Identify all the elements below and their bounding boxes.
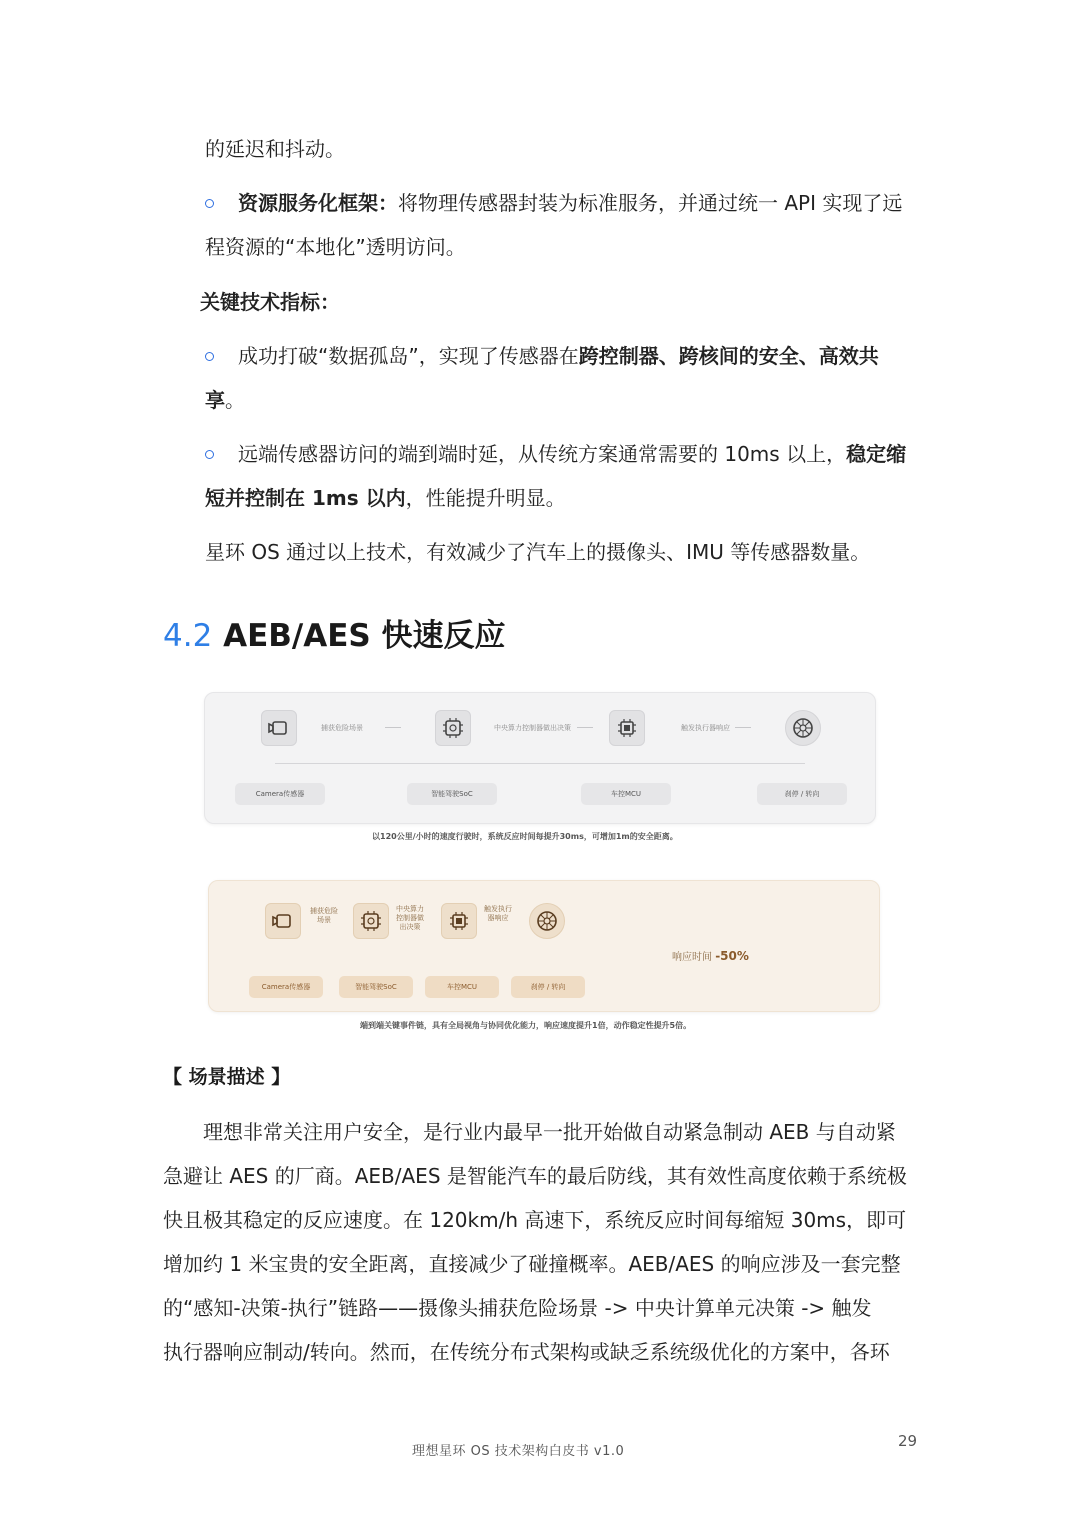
bullet-resource-service: [238, 181, 902, 225]
bullet-latency-line2: [205, 476, 566, 520]
page-number: 29: [898, 1432, 918, 1450]
section-title: AEB/AES 快速反应: [212, 618, 506, 654]
camera-icon: [261, 710, 297, 746]
bullet-bold: 跨控制器、跨核间的安全、高效共: [578, 344, 879, 368]
footer-title: 理想星环 OS 技术架构白皮书 v1.0: [412, 1444, 625, 1459]
response-time: [672, 948, 749, 963]
mcu-chip-icon: [441, 903, 477, 939]
scene-line: 增加约 1 米宝贵的安全距离，直接减少了碰撞概率。AEB/AES 的响应涉及一套完整: [163, 1252, 901, 1276]
metrics-heading: 关键技术指标：: [200, 290, 340, 314]
response-label: 响应时间: [672, 952, 712, 963]
flow-label: 中央算力控制器做出决策: [396, 905, 424, 931]
soc-chip-icon: [435, 710, 471, 746]
flow-label: 触发执行器响应: [484, 905, 512, 922]
pill-soc: 智能驾驶SoC: [339, 976, 413, 998]
bullet-bold: 资源服务化框架：: [238, 191, 398, 215]
bullet-bold: 享: [205, 388, 225, 412]
mcu-chip-icon: [609, 710, 645, 746]
summary-line: 星环 OS 通过以上技术，有效减少了汽车上的摄像头、IMU 等传感器数量。: [205, 540, 871, 564]
flow-label: 捕获危险场景: [321, 724, 363, 732]
wheel-icon: [785, 710, 821, 746]
bullet-bold: 稳定缩: [846, 442, 907, 466]
scene-line: 的“感知-决策-执行”链路——摄像头捕获危险场景 -> 中央计算单元决策 -> 触发: [163, 1296, 872, 1320]
bus-line: [275, 763, 805, 764]
bullet-latency: [238, 432, 906, 476]
camera-icon: [265, 903, 301, 939]
scene-label: 【 场景描述 】: [163, 1066, 291, 1088]
bullet-icon: [205, 199, 214, 208]
continued-line: 的延迟和抖动。: [205, 137, 345, 161]
bullet-icon: [205, 352, 214, 361]
scene-line: 执行器响应制动/转向。然而，在传统分布式架构或缺乏系统级优化的方案中，各环: [163, 1340, 890, 1364]
bullet-data-island: [238, 334, 879, 378]
pill-camera: Camera传感器: [249, 976, 323, 998]
section-heading: [163, 610, 506, 655]
pill-actuator: 刹停 / 转向: [511, 976, 585, 998]
bullet-text: ，性能提升明显。: [405, 486, 566, 510]
flow-label: 捕获危险场景: [310, 907, 338, 924]
aeb-flow-diagram-traditional: [204, 692, 876, 824]
bullet-text: 成功打破“数据孤岛”，实现了传感器在: [238, 344, 579, 368]
diagram2-caption: 端到端关键事件链，具有全局视角与协同优化能力，响应速度提升1倍，动作稳定性提升5倍。: [360, 1021, 692, 1030]
diagram1-caption: 以120公里/小时的速度行驶时，系统反应时间每提升30ms，可增加1m的安全距离。: [372, 832, 678, 841]
bullet-text: 。: [225, 388, 245, 412]
pill-actuator: 刹停 / 转向: [757, 783, 847, 805]
bullet-bold: 短并控制在 1ms 以内: [205, 486, 406, 510]
bullet-icon: [205, 450, 214, 459]
wheel-icon: [529, 903, 565, 939]
pill-mcu: 车控MCU: [425, 976, 499, 998]
section-number: 4.2: [163, 618, 213, 654]
aeb-flow-diagram-xinghuan: [208, 880, 880, 1012]
flow-label: 中央算力控制器做出决策: [494, 724, 571, 732]
arrow: [735, 727, 751, 728]
bullet-text: 将物理传感器封装为标准服务，并通过统一 API 实现了远: [398, 191, 903, 215]
flow-label: 触发执行器响应: [681, 724, 730, 732]
arrow: [385, 727, 401, 728]
pill-camera: Camera传感器: [235, 783, 325, 805]
scene-line: 快且极其稳定的反应速度。在 120km/h 高速下，系统反应时间每缩短 30ms，即可: [163, 1208, 907, 1232]
bullet-resource-service-line2: 程资源的“本地化”透明访问。: [205, 235, 466, 259]
arrow: [577, 727, 593, 728]
pill-soc: 智能驾驶SoC: [407, 783, 497, 805]
bullet-text: 远端传感器访问的端到端时延，从传统方案通常需要的 10ms 以上，: [238, 442, 847, 466]
scene-line: 理想非常关注用户安全，是行业内最早一批开始做自动紧急制动 AEB 与自动紧: [203, 1120, 896, 1144]
response-value: -50%: [715, 949, 749, 963]
bullet-data-island-line2: [205, 378, 245, 422]
pill-mcu: 车控MCU: [581, 783, 671, 805]
scene-line: 急避让 AES 的厂商。AEB/AES 是智能汽车的最后防线，其有效性高度依赖于系统极: [163, 1164, 907, 1188]
soc-chip-icon: [353, 903, 389, 939]
